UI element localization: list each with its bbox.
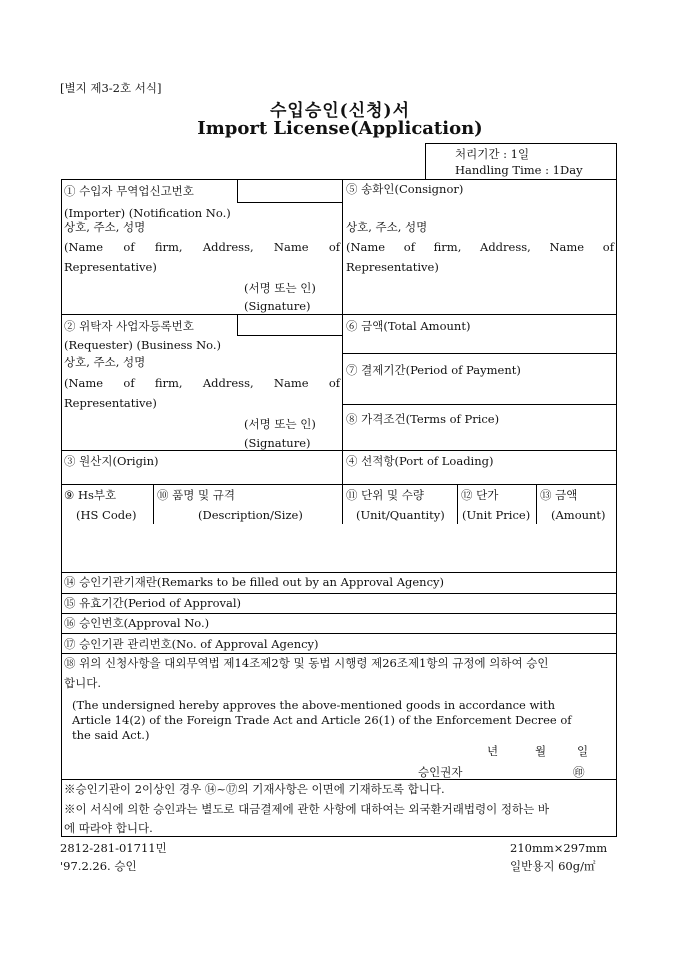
port-of-loading-label: ④ 선적항(Port of Loading) [346,454,494,468]
processing-period-en: Handling Time : 1Day [455,163,583,177]
col-amount-ko: ⑬ 금액 [540,488,578,502]
col-description-ko: ⑩ 품명 및 규격 [157,488,236,502]
footer-paper-type: 일반용지 60g/㎡ [510,859,596,873]
declaration-en-line-1: (The undersigned hereby approves the above-mentioned goods in accordance with [72,698,556,712]
importer-label-en: (Importer) (Notification No.) [64,206,231,220]
approval-agency-no-label: ⑰ 승인기관 관리번호(No. of Approval Agency) [64,637,319,651]
col-unit-price-ko: ⑫ 단가 [461,488,499,502]
origin-label: ③ 원산지(Origin) [64,454,159,468]
col-quantity-en: (Unit/Quantity) [356,508,445,522]
page-title-korean: 수입승인(신청)서 [269,101,411,121]
requester-sign-en: (Signature) [244,436,311,450]
seal-mark: ㊞ [573,765,585,779]
col-description-en: (Description/Size) [198,508,303,522]
period-of-approval-label: ⑮ 유효기간(Period of Approval) [64,596,242,610]
importer-sign-en: (Signature) [244,299,311,313]
consignor-label: ⑤ 송화인(Consignor) [346,182,464,196]
requester-label: ② 위탁자 사업자등록번호 [64,319,194,333]
note-1: ※승인기관이 2이상인 경우 ⑭~⑰의 기재사항은 이면에 기재하도록 합니다. [64,782,445,796]
col-amount-en: (Amount) [551,508,606,522]
footer-form-code: 2812-281-01711민 [60,841,167,855]
declaration-en-line-2: Article 14(2) of the Foreign Trade Act and Article 26(1) of the Enforcement Decree of [72,713,572,727]
consignor-name-en-2: Representative) [346,260,439,274]
date-day-label: 일 [577,744,589,758]
form-code: [별지 제3-2호 서식] [60,81,162,95]
period-of-payment-label: ⑦ 결제기간(Period of Payment) [346,363,521,377]
col-quantity-ko: ⑪ 단위 및 수량 [346,488,425,502]
consignor-name-en: (Name of firm, Address, Name of [346,240,614,254]
requester-sign-ko: (서명 또는 인) [244,417,316,431]
declaration-en-line-3: the said Act.) [72,728,150,742]
page-title-english: Import License(Application) [197,118,483,139]
terms-of-price-label: ⑧ 가격조건(Terms of Price) [346,412,500,426]
approval-no-label: ⑯ 승인번호(Approval No.) [64,616,210,630]
col-hs-code-ko: ⑨ Hs부호 [64,488,117,502]
remarks-label: ⑭ 승인기관기재란(Remarks to be filled out by an Approval Agency) [64,575,445,589]
footer-paper-size: 210mm×297mm [510,841,608,855]
approval-authority-label: 승인권자 [418,765,463,779]
col-unit-price-en: (Unit Price) [462,508,531,522]
note-2-line-1: ※이 서식에 의한 승인과는 별도로 대금결제에 관한 사항에 대하여는 외국환거래법령이 정하는 바 [64,802,549,816]
col-hs-code-en: (HS Code) [76,508,137,522]
requester-name-ko: 상호, 주소, 성명 [64,355,146,369]
processing-period-ko: 처리기간 : 1일 [455,147,530,161]
importer-name-en: (Name of firm, Address, Name of [64,240,340,254]
total-amount-label: ⑥ 금액(Total Amount) [346,319,471,333]
date-year-label: 년 [487,744,499,758]
declaration-ko-line-1: ⑱ 위의 신청사항을 대외무역법 제14조제2항 및 동법 시행령 제26조제1항의 규정에 의하여 승인 [64,656,549,670]
declaration-ko-line-2: 합니다. [64,676,101,690]
consignor-name-ko: 상호, 주소, 성명 [346,220,428,234]
importer-sign-ko: (서명 또는 인) [244,281,316,295]
importer-label: ① 수입자 무역업신고번호 [64,184,194,198]
importer-name-ko: 상호, 주소, 성명 [64,220,146,234]
requester-name-en-2: Representative) [64,396,157,410]
importer-name-en-2: Representative) [64,260,157,274]
date-month-label: 월 [535,744,547,758]
footer-approval-date: '97.2.26. 승인 [60,859,137,873]
requester-label-en: (Requester) (Business No.) [64,338,222,352]
requester-name-en: (Name of firm, Address, Name of [64,376,340,390]
note-2-line-2: 에 따라야 합니다. [64,821,153,835]
